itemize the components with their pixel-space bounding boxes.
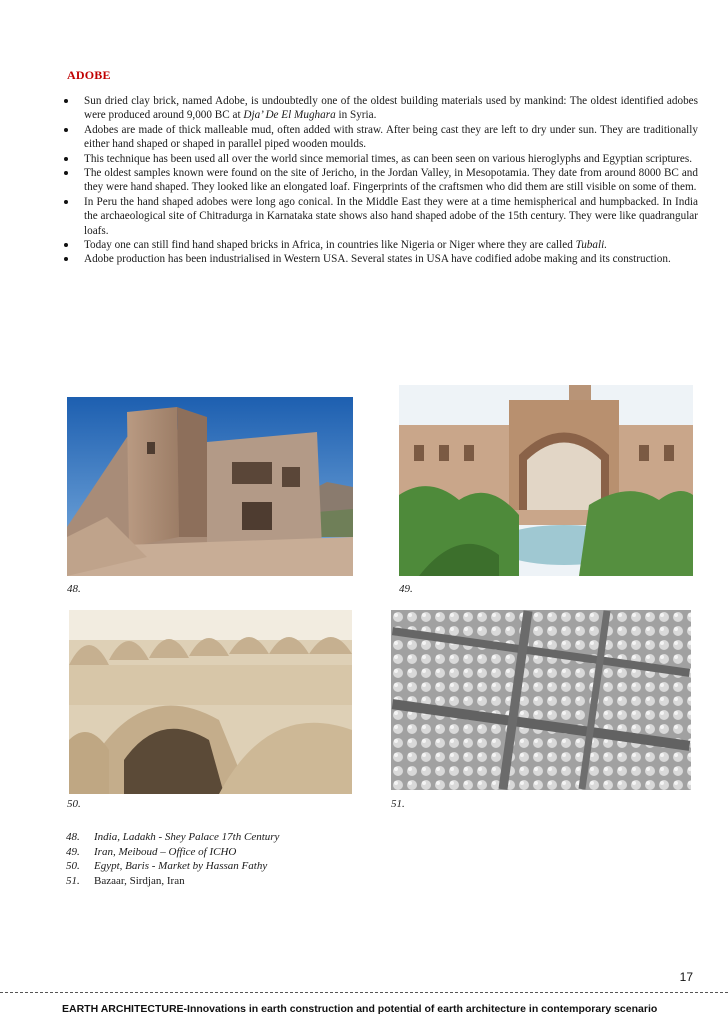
photo-sirdjan-bazaar — [391, 610, 691, 790]
photo-shey-palace — [67, 397, 353, 576]
bullet-item: Sun dried clay brick, named Adobe, is undoubtedly one of the oldest building materials used by mankind: The oldest identified adobes were produced around 9,000 BC at Dja’ De El Mughara in Syria. — [62, 94, 698, 123]
bullet-dot-icon — [64, 257, 68, 261]
figure-label-51: 51. — [391, 798, 405, 810]
bullet-item: Today one can still find hand shaped bricks in Africa, in countries like Nigeria or Niger where they are called Tubali. — [62, 238, 698, 252]
bullet-item: The oldest samples known were found on the site of Jericho, in the Jordan Valley, in Mesopotamia. They date from around 8000 BC and they were hand shaped. They looked like an elongated loaf. Fingerprints of the craftsmen who did them are still visible on some of them. — [62, 166, 698, 195]
bullet-dot-icon — [64, 99, 68, 103]
bullet-dot-icon — [64, 128, 68, 132]
photo-meiboud-office — [399, 385, 693, 576]
bullet-dot-icon — [64, 171, 68, 175]
section-heading: ADOBE — [67, 68, 111, 82]
figure-label-50: 50. — [67, 798, 81, 810]
legend-row: 50. Egypt, Baris - Market by Hassan Fathy — [66, 860, 268, 872]
legend-row: 49. Iran, Meiboud – Office of ICHO — [66, 845, 237, 858]
photo-baris-market — [69, 610, 352, 794]
legend-row: 51. Bazaar, Sirdjan, Iran — [66, 874, 185, 887]
bullet-dot-icon — [64, 243, 68, 247]
bullet-list — [62, 94, 698, 267]
bullet-item: Adobe production has been industrialised in Western USA. Several states in USA have codified adobe making and its construction. — [62, 252, 698, 266]
legend-row: 48. India, Ladakh - Shey Palace 17th Century — [66, 831, 280, 843]
bullet-dot-icon — [64, 157, 68, 161]
figure-label-48: 48. — [67, 583, 81, 595]
bullet-item: Adobes are made of thick malleable mud, often added with straw. After being cast they are left to dry under sun. They are traditionally either hand shaped or shaped in parallel piped wooden moulds. — [62, 123, 698, 152]
bullet-item: This technique has been used all over the world since memorial times, as can been seen on various hieroglyphs and Egyptian scriptures. — [62, 152, 698, 166]
figure-label-49: 49. — [399, 583, 413, 595]
footer-divider — [0, 992, 728, 993]
footer-title: EARTH ARCHITECTURE-Innovations in earth construction and potential of earth architecture in contemporary scenario — [62, 1003, 658, 1015]
bullet-dot-icon — [64, 200, 68, 204]
page-number: 17 — [679, 970, 693, 984]
figure-legend — [66, 830, 279, 888]
bullet-item: In Peru the hand shaped adobes were long ago conical. In the Middle East they were at a time hemispherical and humpbacked. In India the archaeological site of Chitradurga in Karnataka state shows also hand shaped adobe of the 15th century. They were like quadrangular loafs. — [62, 195, 698, 238]
